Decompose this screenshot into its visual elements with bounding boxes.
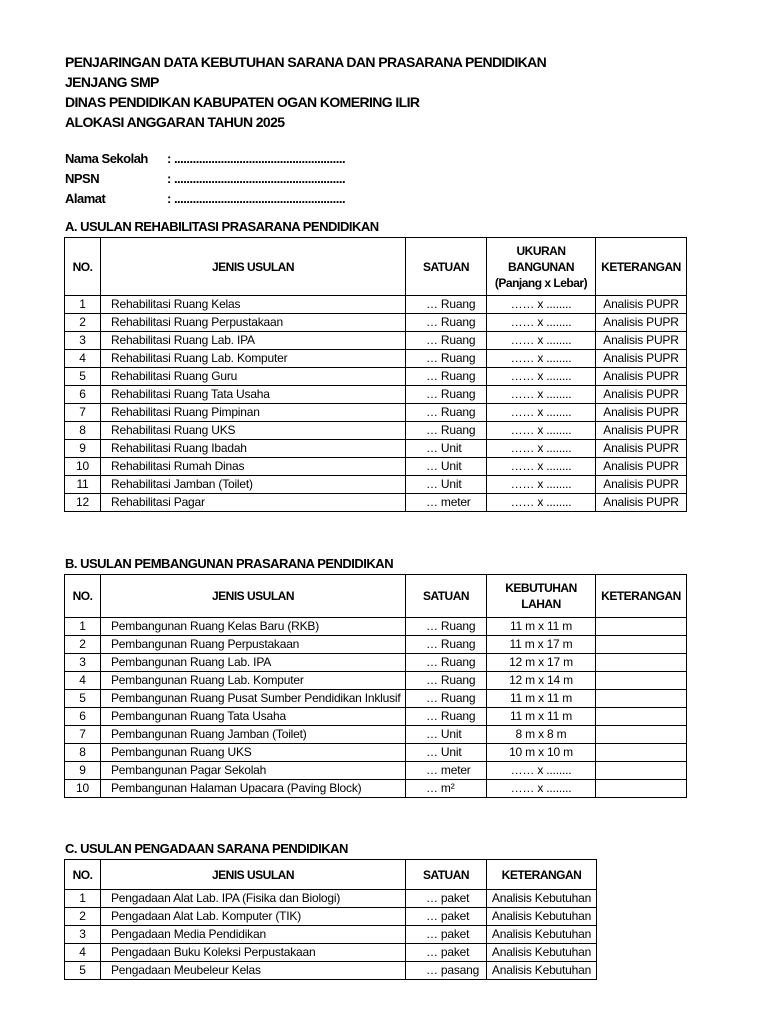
- cell-kebutuhan-lahan: 11 m x 17 m: [487, 636, 596, 654]
- table-row: [65, 654, 687, 672]
- cell-keterangan: Analisis PUPR: [596, 440, 687, 458]
- cell-no: 2: [65, 636, 101, 654]
- info-value: : .......................................................: [167, 191, 346, 206]
- cell-jenis-usulan: Pembangunan Pagar Sekolah: [101, 762, 406, 780]
- table-section-a: [64, 237, 687, 512]
- cell-no: 7: [65, 404, 101, 422]
- table-section-c-body: [65, 890, 597, 980]
- table-row: [65, 890, 597, 908]
- info-value: : .......................................................: [167, 151, 346, 166]
- cell-jenis-usulan: Pembangunan Halaman Upacara (Paving Block): [101, 780, 406, 798]
- section-b-title: B. USULAN PEMBANGUNAN PRASARANA PENDIDIKAN: [65, 556, 394, 571]
- cell-jenis-usulan: Pembangunan Ruang Kelas Baru (RKB): [101, 618, 406, 636]
- cell-jenis-usulan: Pengadaan Alat Lab. Komputer (TIK): [101, 908, 406, 926]
- table-row: [65, 744, 687, 762]
- info-row-nama-sekolah: [65, 149, 345, 169]
- table-row: [65, 386, 687, 404]
- cell-satuan: … meter: [406, 762, 487, 780]
- cell-jenis-usulan: Rehabilitasi Ruang UKS: [101, 422, 406, 440]
- cell-ukuran: …… x ........: [487, 368, 596, 386]
- table-row: [65, 636, 687, 654]
- cell-jenis-usulan: Rehabilitasi Ruang Lab. IPA: [101, 332, 406, 350]
- info-label: NPSN: [65, 171, 100, 186]
- cell-ukuran: …… x ........: [487, 458, 596, 476]
- cell-keterangan: Analisis PUPR: [596, 494, 687, 512]
- cell-kebutuhan-lahan: 10 m x 10 m: [487, 744, 596, 762]
- cell-no: 1: [65, 618, 101, 636]
- header-no: NO.: [65, 860, 101, 890]
- header-keterangan: KETERANGAN: [596, 238, 687, 296]
- table-row: [65, 458, 687, 476]
- cell-satuan: … Unit: [406, 476, 487, 494]
- cell-satuan: … Ruang: [406, 314, 487, 332]
- table-row: [65, 296, 687, 314]
- section-a-title: A. USULAN REHABILITASI PRASARANA PENDIDIKAN: [65, 219, 379, 234]
- header-kebutuhan-lahan: [487, 575, 596, 618]
- table-row: [65, 440, 687, 458]
- cell-no: 2: [65, 314, 101, 332]
- table-row: [65, 908, 597, 926]
- cell-keterangan: [596, 780, 687, 798]
- cell-kebutuhan-lahan: 11 m x 11 m: [487, 690, 596, 708]
- cell-jenis-usulan: Rehabilitasi Ruang Ibadah: [101, 440, 406, 458]
- cell-keterangan: Analisis PUPR: [596, 476, 687, 494]
- title-line-3: DINAS PENDIDIKAN KABUPATEN OGAN KOMERING ILIR: [65, 94, 420, 110]
- cell-no: 3: [65, 332, 101, 350]
- header-satuan: SATUAN: [406, 575, 487, 618]
- cell-jenis-usulan: Pengadaan Alat Lab. IPA (Fisika dan Biologi): [101, 890, 406, 908]
- cell-keterangan: Analisis PUPR: [596, 296, 687, 314]
- cell-keterangan: [596, 708, 687, 726]
- header-keterangan: KETERANGAN: [487, 860, 597, 890]
- cell-satuan: … Ruang: [406, 404, 487, 422]
- table-row: [65, 780, 687, 798]
- cell-keterangan: Analisis PUPR: [596, 350, 687, 368]
- cell-keterangan: Analisis PUPR: [596, 404, 687, 422]
- cell-ukuran: …… x ........: [487, 386, 596, 404]
- table-row: [65, 726, 687, 744]
- cell-jenis-usulan: Pembangunan Ruang Pusat Sumber Pendidikan Inklusif: [101, 690, 406, 708]
- cell-keterangan: Analisis Kebutuhan: [487, 890, 597, 908]
- table-row: [65, 708, 687, 726]
- header-kebutuhan-line-1: KEBUTUHAN: [505, 581, 577, 595]
- cell-jenis-usulan: Pembangunan Ruang Lab. Komputer: [101, 672, 406, 690]
- cell-jenis-usulan: Pembangunan Ruang Jamban (Toilet): [101, 726, 406, 744]
- cell-ukuran: …… x ........: [487, 404, 596, 422]
- table-row: [65, 618, 687, 636]
- cell-satuan: … Ruang: [406, 636, 487, 654]
- document-title: [65, 52, 546, 132]
- cell-no: 4: [65, 350, 101, 368]
- cell-jenis-usulan: Pengadaan Media Pendidikan: [101, 926, 406, 944]
- table-section-b: [64, 574, 687, 798]
- section-c-title: C. USULAN PENGADAAN SARANA PENDIDIKAN: [65, 841, 348, 856]
- header-no: NO.: [65, 238, 101, 296]
- header-ukuran-bangunan: [487, 238, 596, 296]
- cell-no: 10: [65, 780, 101, 798]
- cell-ukuran: …… x ........: [487, 422, 596, 440]
- cell-kebutuhan-lahan: 11 m x 11 m: [487, 708, 596, 726]
- cell-keterangan: [596, 618, 687, 636]
- cell-no: 3: [65, 654, 101, 672]
- cell-no: 5: [65, 690, 101, 708]
- cell-satuan: … Ruang: [406, 422, 487, 440]
- table-row: [65, 672, 687, 690]
- cell-keterangan: Analisis PUPR: [596, 314, 687, 332]
- cell-keterangan: Analisis PUPR: [596, 422, 687, 440]
- cell-keterangan: Analisis PUPR: [596, 386, 687, 404]
- cell-keterangan: [596, 672, 687, 690]
- cell-no: 7: [65, 726, 101, 744]
- cell-jenis-usulan: Pembangunan Ruang Tata Usaha: [101, 708, 406, 726]
- table-row: [65, 926, 597, 944]
- cell-no: 10: [65, 458, 101, 476]
- cell-no: 1: [65, 296, 101, 314]
- cell-no: 5: [65, 962, 101, 980]
- info-row-npsn: [65, 169, 345, 189]
- cell-ukuran: …… x ........: [487, 440, 596, 458]
- cell-no: 5: [65, 368, 101, 386]
- table-row: [65, 690, 687, 708]
- cell-jenis-usulan: Rehabilitasi Ruang Perpustakaan: [101, 314, 406, 332]
- cell-kebutuhan-lahan: …… x ........: [487, 780, 596, 798]
- cell-jenis-usulan: Rehabilitasi Ruang Kelas: [101, 296, 406, 314]
- table-section-a-body: [65, 296, 687, 512]
- cell-no: 4: [65, 944, 101, 962]
- cell-kebutuhan-lahan: …… x ........: [487, 762, 596, 780]
- cell-keterangan: [596, 690, 687, 708]
- cell-ukuran: …… x ........: [487, 296, 596, 314]
- cell-satuan: … pasang: [406, 962, 487, 980]
- cell-satuan: … m²: [406, 780, 487, 798]
- school-info: [65, 149, 345, 209]
- cell-satuan: … paket: [406, 944, 487, 962]
- cell-jenis-usulan: Rehabilitasi Ruang Tata Usaha: [101, 386, 406, 404]
- cell-ukuran: …… x ........: [487, 314, 596, 332]
- cell-jenis-usulan: Rehabilitasi Ruang Lab. Komputer: [101, 350, 406, 368]
- table-row: [65, 762, 687, 780]
- table-row: [65, 350, 687, 368]
- cell-keterangan: [596, 762, 687, 780]
- table-row: [65, 368, 687, 386]
- header-ukuran-line-1: UKURAN: [516, 243, 566, 258]
- header-ukuran-line-3: (Panjang x Lebar): [494, 275, 588, 290]
- cell-satuan: … Unit: [406, 726, 487, 744]
- cell-satuan: … Ruang: [406, 690, 487, 708]
- cell-no: 12: [65, 494, 101, 512]
- cell-jenis-usulan: Rehabilitasi Ruang Guru: [101, 368, 406, 386]
- cell-satuan: … Ruang: [406, 654, 487, 672]
- cell-satuan: … Ruang: [406, 386, 487, 404]
- table-row: [65, 422, 687, 440]
- table-row: [65, 404, 687, 422]
- cell-no: 9: [65, 440, 101, 458]
- table-row: [65, 494, 687, 512]
- cell-jenis-usulan: Pengadaan Meubeleur Kelas: [101, 962, 406, 980]
- cell-satuan: … Ruang: [406, 350, 487, 368]
- header-satuan: SATUAN: [406, 238, 487, 296]
- cell-keterangan: Analisis Kebutuhan: [487, 908, 597, 926]
- cell-keterangan: Analisis Kebutuhan: [487, 926, 597, 944]
- cell-keterangan: [596, 726, 687, 744]
- cell-satuan: … Ruang: [406, 296, 487, 314]
- title-line-4: ALOKASI ANGGARAN TAHUN 2025: [65, 114, 285, 130]
- cell-jenis-usulan: Rehabilitasi Ruang Pimpinan: [101, 404, 406, 422]
- cell-ukuran: …… x ........: [487, 350, 596, 368]
- table-row: [65, 314, 687, 332]
- cell-no: 3: [65, 926, 101, 944]
- cell-ukuran: …… x ........: [487, 476, 596, 494]
- cell-jenis-usulan: Rehabilitasi Rumah Dinas: [101, 458, 406, 476]
- cell-jenis-usulan: Rehabilitasi Pagar: [101, 494, 406, 512]
- table-row: [65, 476, 687, 494]
- cell-jenis-usulan: Pengadaan Buku Koleksi Perpustakaan: [101, 944, 406, 962]
- cell-no: 11: [65, 476, 101, 494]
- table-section-b-body: [65, 618, 687, 798]
- cell-no: 1: [65, 890, 101, 908]
- cell-satuan: … Ruang: [406, 672, 487, 690]
- cell-satuan: … paket: [406, 908, 487, 926]
- cell-jenis-usulan: Pembangunan Ruang Perpustakaan: [101, 636, 406, 654]
- cell-no: 8: [65, 422, 101, 440]
- table-section-c: [64, 859, 597, 980]
- cell-no: 2: [65, 908, 101, 926]
- header-jenis-usulan: JENIS USULAN: [101, 860, 406, 890]
- cell-no: 4: [65, 672, 101, 690]
- cell-jenis-usulan: Pembangunan Ruang Lab. IPA: [101, 654, 406, 672]
- cell-satuan: … Unit: [406, 744, 487, 762]
- header-kebutuhan-line-2: LAHAN: [521, 597, 561, 611]
- cell-satuan: … Ruang: [406, 708, 487, 726]
- cell-ukuran: …… x ........: [487, 494, 596, 512]
- cell-no: 6: [65, 386, 101, 404]
- header-jenis-usulan: JENIS USULAN: [101, 575, 406, 618]
- cell-keterangan: Analisis Kebutuhan: [487, 962, 597, 980]
- cell-no: 9: [65, 762, 101, 780]
- cell-satuan: … Ruang: [406, 618, 487, 636]
- cell-keterangan: [596, 654, 687, 672]
- header-satuan: SATUAN: [406, 860, 487, 890]
- info-value: : .......................................................: [167, 171, 346, 186]
- title-line-2: JENJANG SMP: [65, 74, 159, 90]
- title-line-1: PENJARINGAN DATA KEBUTUHAN SARANA DAN PRASARANA PENDIDIKAN: [65, 54, 547, 70]
- header-no: NO.: [65, 575, 101, 618]
- cell-keterangan: [596, 636, 687, 654]
- table-row: [65, 332, 687, 350]
- cell-kebutuhan-lahan: 8 m x 8 m: [487, 726, 596, 744]
- cell-keterangan: Analisis Kebutuhan: [487, 944, 597, 962]
- info-label: Alamat: [65, 191, 106, 206]
- cell-no: 8: [65, 744, 101, 762]
- cell-satuan: … paket: [406, 926, 487, 944]
- info-row-alamat: [65, 189, 345, 209]
- cell-ukuran: …… x ........: [487, 332, 596, 350]
- cell-kebutuhan-lahan: 12 m x 17 m: [487, 654, 596, 672]
- cell-satuan: … Unit: [406, 440, 487, 458]
- info-label: Nama Sekolah: [65, 151, 148, 166]
- header-ukuran-line-2: BANGUNAN: [508, 259, 574, 274]
- cell-keterangan: Analisis PUPR: [596, 332, 687, 350]
- cell-keterangan: [596, 744, 687, 762]
- table-row: [65, 944, 597, 962]
- cell-no: 6: [65, 708, 101, 726]
- cell-satuan: … Ruang: [406, 332, 487, 350]
- cell-kebutuhan-lahan: 12 m x 14 m: [487, 672, 596, 690]
- cell-satuan: … Unit: [406, 458, 487, 476]
- cell-satuan: … Ruang: [406, 368, 487, 386]
- cell-kebutuhan-lahan: 11 m x 11 m: [487, 618, 596, 636]
- header-jenis-usulan: JENIS USULAN: [101, 238, 406, 296]
- table-row: [65, 962, 597, 980]
- cell-jenis-usulan: Rehabilitasi Jamban (Toilet): [101, 476, 406, 494]
- cell-jenis-usulan: Pembangunan Ruang UKS: [101, 744, 406, 762]
- cell-satuan: … paket: [406, 890, 487, 908]
- cell-keterangan: Analisis PUPR: [596, 368, 687, 386]
- cell-satuan: … meter: [406, 494, 487, 512]
- header-keterangan: KETERANGAN: [596, 575, 687, 618]
- cell-keterangan: Analisis PUPR: [596, 458, 687, 476]
